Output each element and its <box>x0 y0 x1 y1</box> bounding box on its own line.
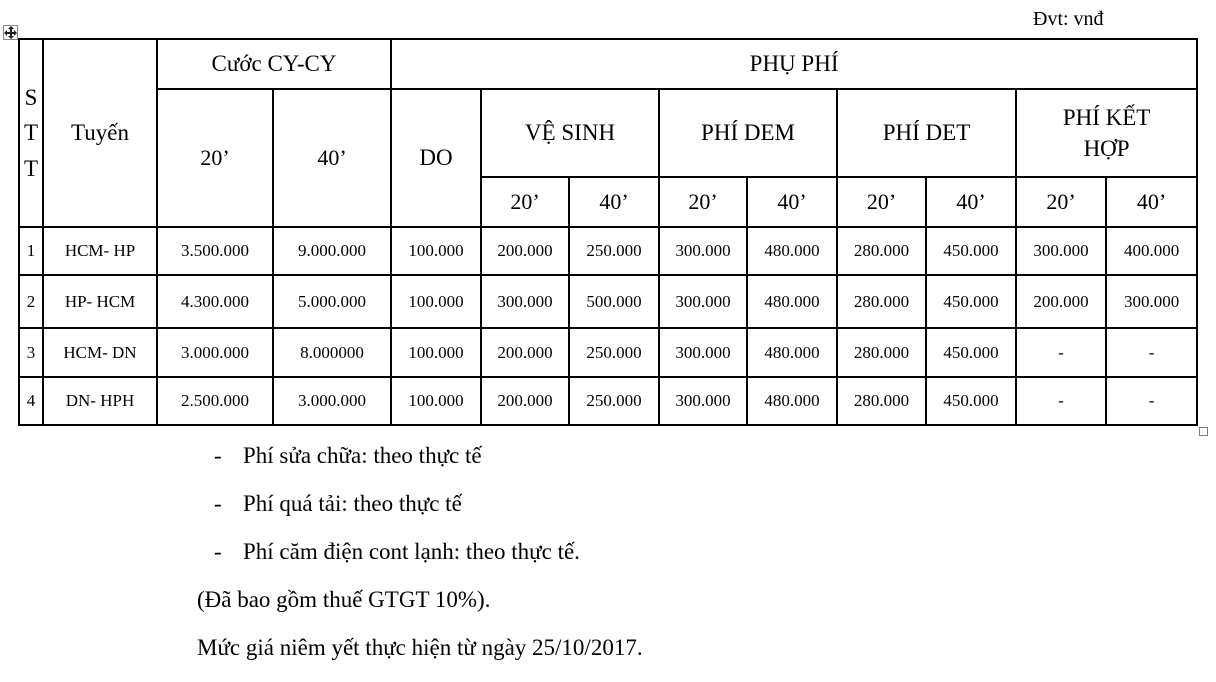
cell-cuoc-40: 5.000.000 <box>273 275 391 328</box>
arrow-up-icon <box>8 26 14 29</box>
cell-kh-20: - <box>1016 377 1106 425</box>
cell-tuyen: HCM- DN <box>43 328 157 377</box>
note-bullet-text: Phí sửa chữa: theo thực tế <box>243 443 482 468</box>
header-stt-label: STT <box>23 84 39 181</box>
cell-dem-40: 480.000 <box>747 275 837 328</box>
cell-cuoc-40: 8.000000 <box>273 328 391 377</box>
header-phi-ket-hop-label: PHÍ KẾT HỢP <box>1062 104 1151 161</box>
cell-tuyen: HP- HCM <box>43 275 157 328</box>
cell-cuoc-20: 3.500.000 <box>157 227 273 275</box>
header-ve-sinh: VỆ SINH <box>481 89 659 177</box>
cell-stt: 2 <box>19 275 43 328</box>
bullet-dash: - <box>214 443 222 468</box>
cell-det-40: 450.000 <box>926 275 1016 328</box>
cell-det-20: 280.000 <box>837 328 926 377</box>
header-do: DO <box>391 89 481 227</box>
header-phi-ket-hop <box>1016 89 1197 177</box>
cell-vs-20: 200.000 <box>481 328 569 377</box>
cell-stt: 4 <box>19 377 43 425</box>
table-resize-handle[interactable] <box>1199 427 1208 436</box>
cell-det-20: 280.000 <box>837 377 926 425</box>
cell-dem-40: 480.000 <box>747 377 837 425</box>
header-phu-phi: PHỤ PHÍ <box>391 39 1197 89</box>
note-bullet-text: Phí căm điện cont lạnh: theo thực tế. <box>243 539 580 564</box>
cell-det-20: 280.000 <box>837 227 926 275</box>
cell-do: 100.000 <box>391 275 481 328</box>
cell-kh-20: 200.000 <box>1016 275 1106 328</box>
cell-dem-20: 300.000 <box>659 227 747 275</box>
unit-label: Đvt: vnđ <box>1033 8 1104 30</box>
cell-dem-40: 480.000 <box>747 328 837 377</box>
cell-kh-40: 300.000 <box>1106 275 1197 328</box>
header-vs-40: 40’ <box>569 177 659 227</box>
header-tuyen: Tuyến <box>43 39 157 227</box>
cell-cuoc-40: 9.000.000 <box>273 227 391 275</box>
cell-cuoc-20: 3.000.000 <box>157 328 273 377</box>
cell-vs-20: 200.000 <box>481 377 569 425</box>
cell-dem-20: 300.000 <box>659 377 747 425</box>
cell-cuoc-40: 3.000.000 <box>273 377 391 425</box>
note-bullet <box>214 432 643 480</box>
header-vs-20: 20’ <box>481 177 569 227</box>
cell-stt: 3 <box>19 328 43 377</box>
cell-dem-20: 300.000 <box>659 328 747 377</box>
cell-tuyen: HCM- HP <box>43 227 157 275</box>
header-row-top <box>19 39 1197 89</box>
cell-det-40: 450.000 <box>926 227 1016 275</box>
header-cuoc-20: 20’ <box>157 89 273 227</box>
cell-vs-40: 500.000 <box>569 275 659 328</box>
cell-vs-40: 250.000 <box>569 328 659 377</box>
cell-do: 100.000 <box>391 227 481 275</box>
cell-tuyen: DN- HPH <box>43 377 157 425</box>
table-move-handle-icon[interactable] <box>3 25 18 40</box>
note-bullet <box>214 528 643 576</box>
note-tax: (Đã bao gồm thuế GTGT 10%). <box>197 587 491 612</box>
cell-dem-40: 480.000 <box>747 227 837 275</box>
arrow-down-icon <box>8 36 14 39</box>
cell-cuoc-20: 4.300.000 <box>157 275 273 328</box>
note-bullet-text: Phí quá tải: theo thực tế <box>243 491 462 516</box>
cell-kh-20: 300.000 <box>1016 227 1106 275</box>
notes-block <box>0 432 643 672</box>
header-stt <box>19 39 43 227</box>
header-row-groups <box>19 89 1197 177</box>
bullet-dash: - <box>214 491 222 516</box>
cell-kh-40: - <box>1106 328 1197 377</box>
cell-vs-20: 300.000 <box>481 275 569 328</box>
cell-dem-20: 300.000 <box>659 275 747 328</box>
cell-kh-40: 400.000 <box>1106 227 1197 275</box>
cell-vs-20: 200.000 <box>481 227 569 275</box>
header-cuoc-cycy: Cước CY-CY <box>157 39 391 89</box>
cell-det-20: 280.000 <box>837 275 926 328</box>
header-kh-20: 20’ <box>1016 177 1106 227</box>
bullet-dash: - <box>214 539 222 564</box>
cell-kh-40: - <box>1106 377 1197 425</box>
table-row <box>19 328 1197 377</box>
cell-det-40: 450.000 <box>926 377 1016 425</box>
cell-det-40: 450.000 <box>926 328 1016 377</box>
cell-kh-20: - <box>1016 328 1106 377</box>
cell-do: 100.000 <box>391 377 481 425</box>
header-dem-20: 20’ <box>659 177 747 227</box>
arrow-left-icon <box>4 30 7 36</box>
note-bullet <box>214 480 643 528</box>
arrow-right-icon <box>14 30 17 36</box>
note-effective: Mức giá niêm yết thực hiện từ ngày 25/10/2017. <box>197 635 643 660</box>
cell-vs-40: 250.000 <box>569 227 659 275</box>
header-det-40: 40’ <box>926 177 1016 227</box>
cell-do: 100.000 <box>391 328 481 377</box>
header-dem-40: 40’ <box>747 177 837 227</box>
cell-vs-40: 250.000 <box>569 377 659 425</box>
header-phi-det: PHÍ DET <box>837 89 1016 177</box>
header-cuoc-40: 40’ <box>273 89 391 227</box>
header-kh-40: 40’ <box>1106 177 1197 227</box>
cell-cuoc-20: 2.500.000 <box>157 377 273 425</box>
cell-stt: 1 <box>19 227 43 275</box>
table-row <box>19 377 1197 425</box>
price-table <box>18 38 1198 426</box>
table-row <box>19 227 1197 275</box>
table-row <box>19 275 1197 328</box>
header-det-20: 20’ <box>837 177 926 227</box>
header-phi-dem: PHÍ DEM <box>659 89 837 177</box>
